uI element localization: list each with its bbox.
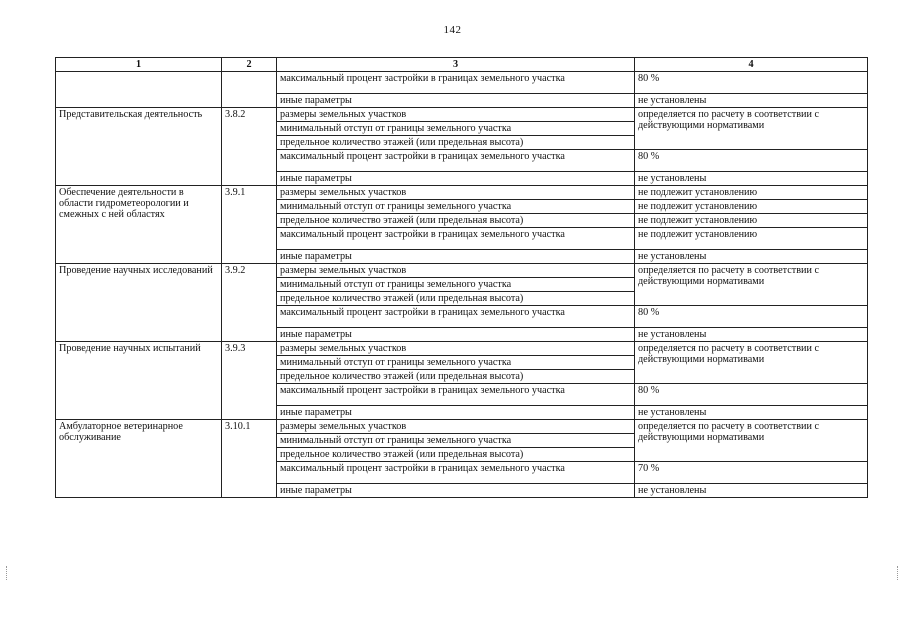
parameter-cell: иные параметры xyxy=(277,250,635,264)
table-row xyxy=(56,72,868,94)
activity-code-cell: 3.8.2 xyxy=(222,108,277,186)
header-col-4: 4 xyxy=(635,58,868,72)
value-cell: не подлежит установлению xyxy=(635,228,868,250)
value-cell: не установлены xyxy=(635,250,868,264)
table-row xyxy=(56,186,868,200)
parameter-cell: максимальный процент застройки в границах земельного участка xyxy=(277,228,635,250)
value-cell: не установлены xyxy=(635,94,868,108)
value-cell: 80 % xyxy=(635,150,868,172)
value-cell: 80 % xyxy=(635,384,868,406)
header-col-3: 3 xyxy=(277,58,635,72)
value-cell: определяется по расчету в соответствии с действующими нормативами xyxy=(635,342,868,384)
activity-name-cell: Проведение научных испытаний xyxy=(56,342,222,420)
value-cell: не установлены xyxy=(635,328,868,342)
value-cell: не подлежит установлению xyxy=(635,214,868,228)
table-row xyxy=(56,108,868,122)
value-cell: определяется по расчету в соответствии с действующими нормативами xyxy=(635,108,868,150)
parameter-cell: размеры земельных участков xyxy=(277,108,635,122)
parameter-cell: предельное количество этажей (или предельная высота) xyxy=(277,136,635,150)
value-cell: определяется по расчету в соответствии с действующими нормативами xyxy=(635,264,868,306)
value-cell: не установлены xyxy=(635,406,868,420)
table-row xyxy=(56,264,868,278)
parameter-cell: максимальный процент застройки в границах земельного участка xyxy=(277,384,635,406)
activity-name-cell: Обеспечение деятельности в области гидрометеорологии и смежных с ней областях xyxy=(56,186,222,264)
activity-name-cell: Представительская деятельность xyxy=(56,108,222,186)
parameter-cell: максимальный процент застройки в границах земельного участка xyxy=(277,150,635,172)
activity-code-cell: 3.9.1 xyxy=(222,186,277,264)
parameter-cell: иные параметры xyxy=(277,94,635,108)
value-cell: 70 % xyxy=(635,462,868,484)
parameter-cell: иные параметры xyxy=(277,328,635,342)
activity-name-cell: Амбулаторное ветеринарное обслуживание xyxy=(56,420,222,498)
value-cell: не установлены xyxy=(635,484,868,498)
value-cell: не установлены xyxy=(635,172,868,186)
parameter-cell: максимальный процент застройки в границах земельного участка xyxy=(277,72,635,94)
parameter-cell: минимальный отступ от границы земельного участка xyxy=(277,356,635,370)
parameter-cell: предельное количество этажей (или предельная высота) xyxy=(277,370,635,384)
parameter-cell: размеры земельных участков xyxy=(277,186,635,200)
value-cell: не подлежит установлению xyxy=(635,186,868,200)
parameter-cell: размеры земельных участков xyxy=(277,420,635,434)
header-col-2: 2 xyxy=(222,58,277,72)
name-cell xyxy=(56,72,222,108)
margin-mark-right xyxy=(897,566,900,580)
activity-code-cell: 3.9.3 xyxy=(222,342,277,420)
code-cell xyxy=(222,72,277,108)
header-row xyxy=(56,58,868,72)
table-row xyxy=(56,342,868,356)
margin-mark-left xyxy=(6,566,9,580)
parameter-cell: предельное количество этажей (или предельная высота) xyxy=(277,448,635,462)
value-cell: 80 % xyxy=(635,72,868,94)
value-cell: не подлежит установлению xyxy=(635,200,868,214)
land-use-parameters-table xyxy=(55,57,868,498)
parameter-cell: иные параметры xyxy=(277,484,635,498)
activity-name-cell: Проведение научных исследований xyxy=(56,264,222,342)
parameter-cell: минимальный отступ от границы земельного участка xyxy=(277,200,635,214)
parameter-cell: иные параметры xyxy=(277,406,635,420)
value-cell: 80 % xyxy=(635,306,868,328)
parameter-cell: минимальный отступ от границы земельного участка xyxy=(277,278,635,292)
table-row xyxy=(56,420,868,434)
parameter-cell: предельное количество этажей (или предельная высота) xyxy=(277,292,635,306)
parameter-cell: максимальный процент застройки в границах земельного участка xyxy=(277,462,635,484)
parameter-cell: предельное количество этажей (или предельная высота) xyxy=(277,214,635,228)
page-number: 142 xyxy=(443,24,462,36)
value-cell: определяется по расчету в соответствии с действующими нормативами xyxy=(635,420,868,462)
parameter-cell: иные параметры xyxy=(277,172,635,186)
activity-code-cell: 3.10.1 xyxy=(222,420,277,498)
parameter-cell: размеры земельных участков xyxy=(277,264,635,278)
header-col-1: 1 xyxy=(56,58,222,72)
parameter-cell: максимальный процент застройки в границах земельного участка xyxy=(277,306,635,328)
parameter-cell: минимальный отступ от границы земельного участка xyxy=(277,434,635,448)
activity-code-cell: 3.9.2 xyxy=(222,264,277,342)
parameter-cell: размеры земельных участков xyxy=(277,342,635,356)
parameter-cell: минимальный отступ от границы земельного участка xyxy=(277,122,635,136)
